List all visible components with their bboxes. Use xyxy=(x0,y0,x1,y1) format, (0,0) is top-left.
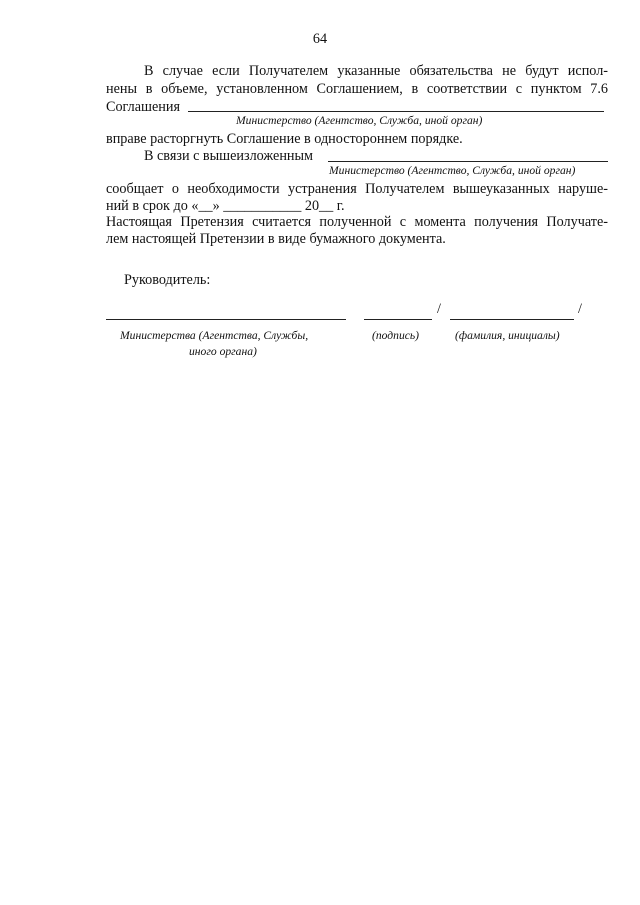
signature-line xyxy=(364,319,432,320)
paragraph-1-line-1: В случае если Получателем указанные обязательства не будут испол- xyxy=(144,63,608,79)
paragraph-1-line-2: нены в объеме, установленном Соглашением, в соответствии с пунктом 7.6 xyxy=(106,81,608,97)
organization-signature-line xyxy=(106,319,346,320)
agency-caption-2: Министерство (Агентство, Служба, иной орган) xyxy=(329,164,576,177)
paragraph-1-line-3-prefix: Соглашения xyxy=(106,99,180,115)
paragraph-2-prefix: В связи с вышеизложенным xyxy=(144,148,314,164)
paragraph-2-line-2: сообщает о необходимости устранения Получателем вышеуказанных наруше- xyxy=(106,181,608,197)
name-signature-line xyxy=(450,319,574,320)
signature-caption: (подпись) xyxy=(372,329,420,342)
paragraph-1-line-4: вправе расторгнуть Соглашение в одностороннем порядке. xyxy=(106,131,463,147)
signature-separator-1: / xyxy=(437,301,441,317)
name-initials-caption: (фамилия, инициалы) xyxy=(455,329,560,342)
organization-caption-line-1: Министерства (Агентства, Службы, xyxy=(120,329,309,342)
signatory-title: Руководитель: xyxy=(124,272,211,288)
agency-caption-1: Министерство (Агентство, Служба, иной орган) xyxy=(236,114,483,127)
paragraph-3-line-2: лем настоящей Претензии в виде бумажного документа. xyxy=(106,231,446,247)
paragraph-2-line-3: ний в срок до «__» ___________ 20__ г. xyxy=(106,198,345,214)
paragraph-3-line-1: Настоящая Претензия считается полученной с момента получения Получате- xyxy=(106,214,608,230)
agency-blank-line-2 xyxy=(328,161,608,162)
page-number: 64 xyxy=(312,31,328,47)
organization-caption-line-2: иного органа) xyxy=(189,345,257,358)
agency-blank-line-1 xyxy=(188,111,604,112)
signature-separator-2: / xyxy=(578,301,582,317)
